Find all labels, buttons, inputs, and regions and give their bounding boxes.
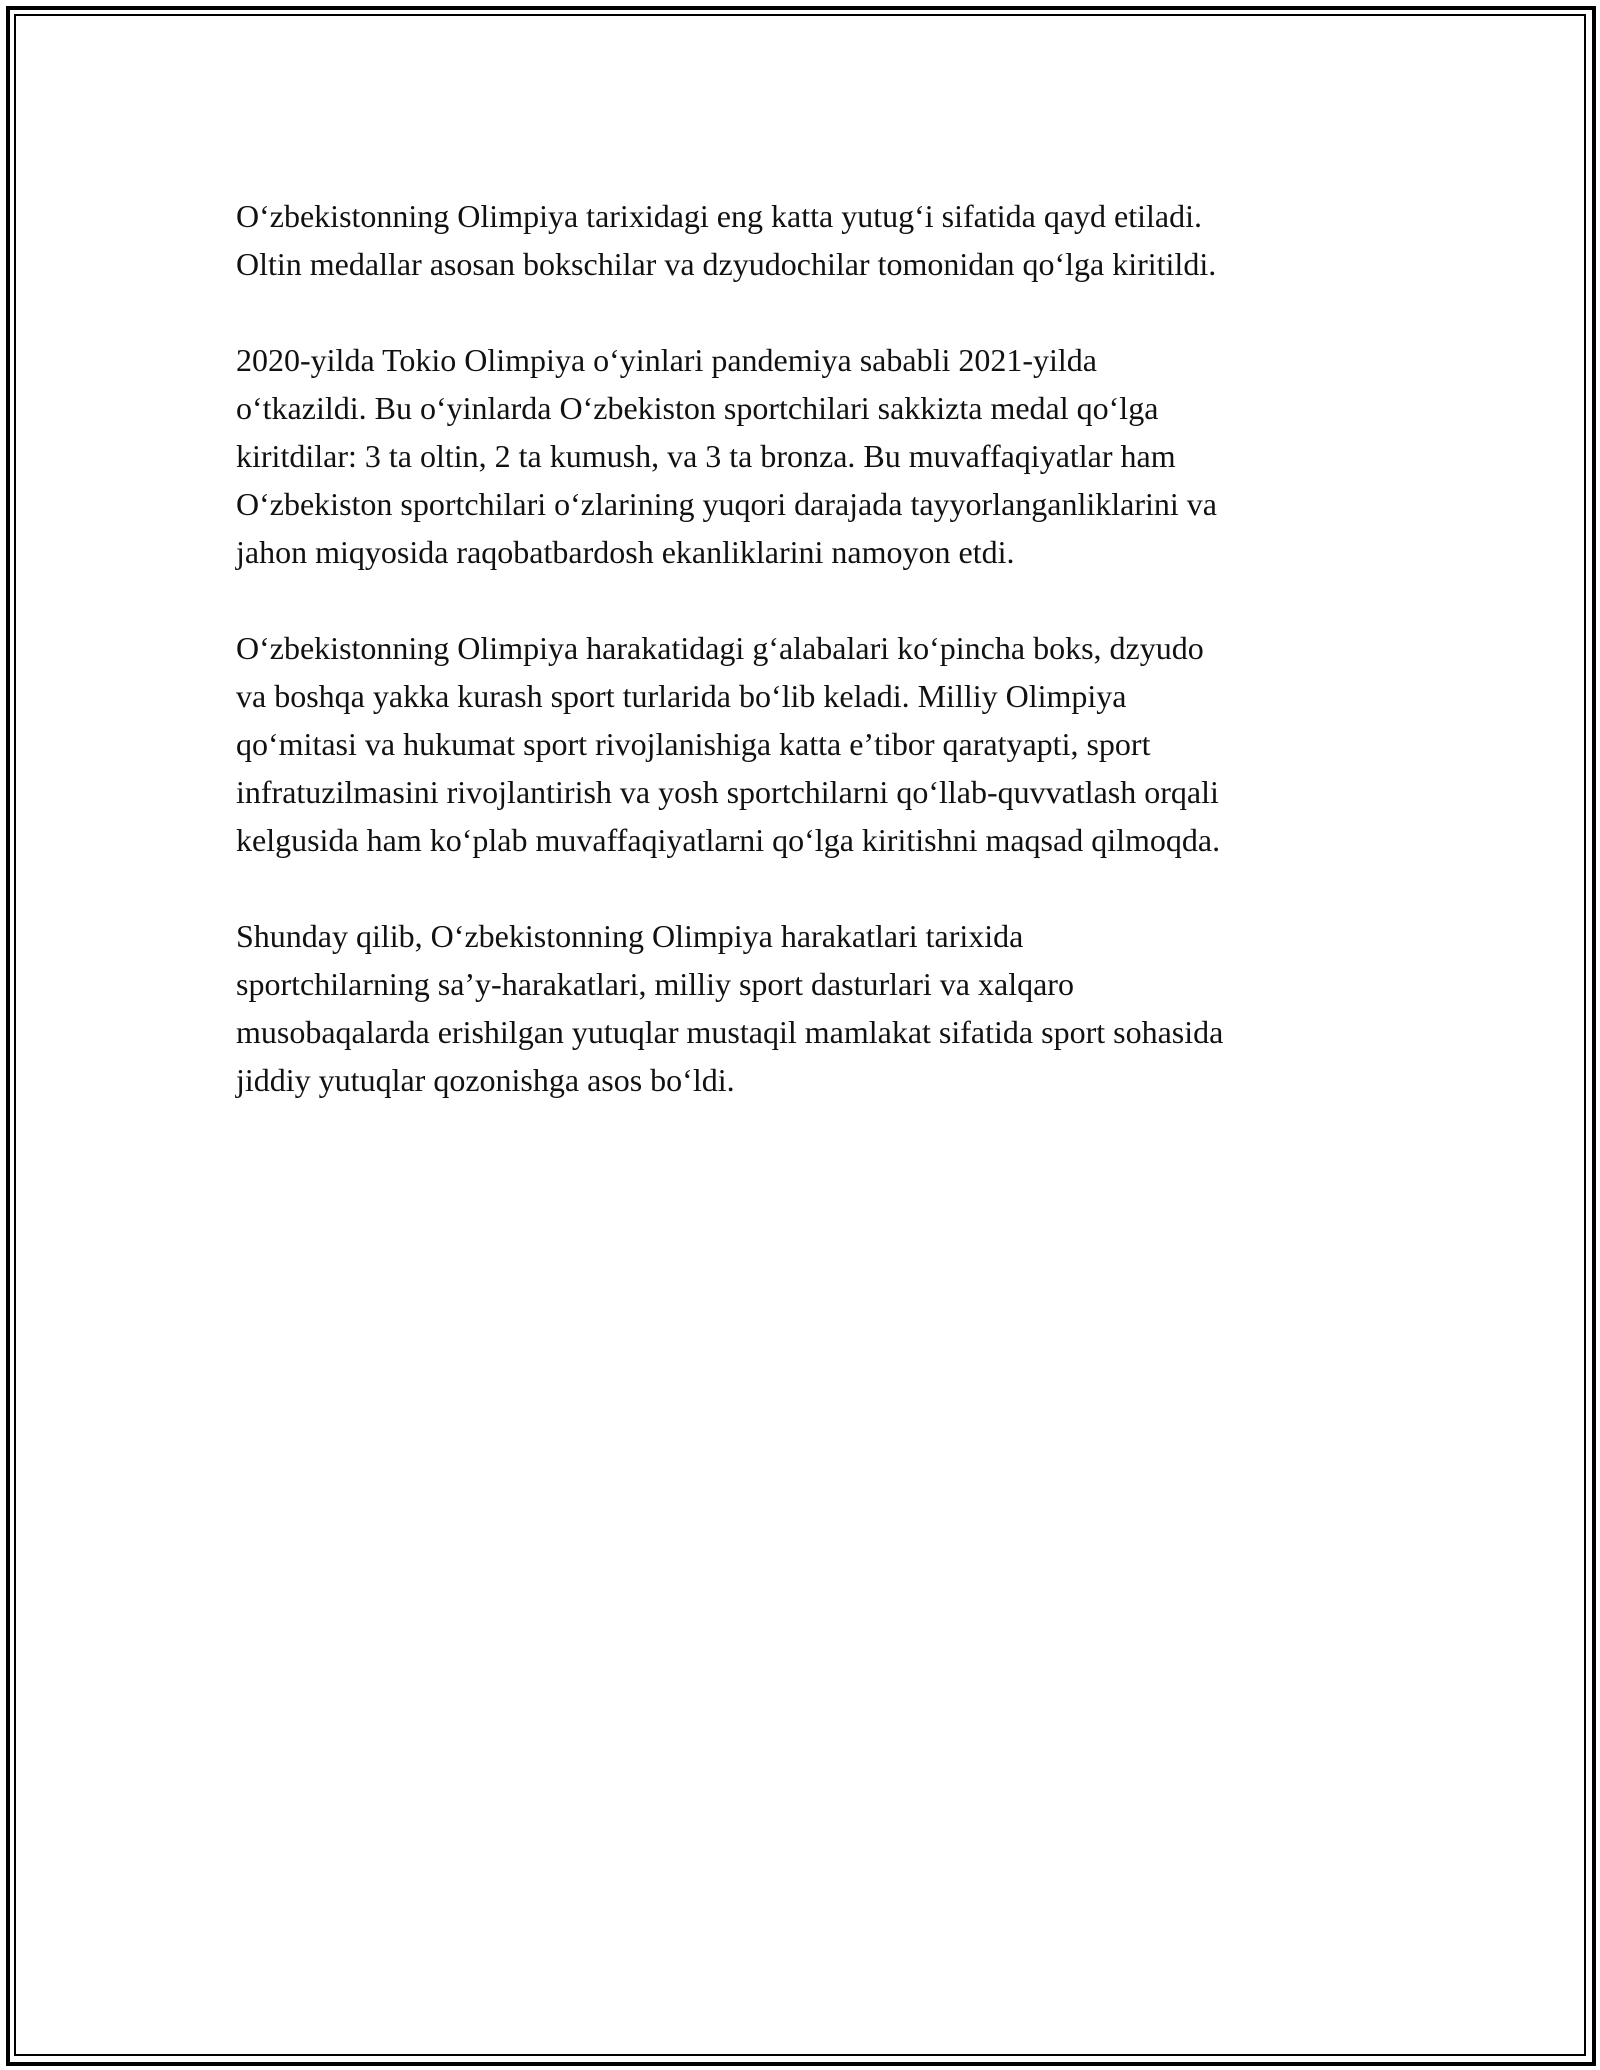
- paragraph-1: Oʻzbekistonning Olimpiya tarixidagi eng katta yutugʻi sifatida qayd etiladi. Oltin medallar asosan bokschilar va dzyudochilar tomonidan qoʻlga kiritildi.: [236, 198, 1217, 282]
- document-body: [236, 192, 1386, 1152]
- paragraph-3: Oʻzbekistonning Olimpiya harakatidagi gʻalabalari koʻpincha boks, dzyudo va boshqa yakka kurash sport turlarida boʻlib keladi. Milliy Olimpiya qoʻmitasi va hukumat sport rivojlanishiga katta eʼtibor qaratyapti, sport infratuzilmasini rivojlantirish va yosh sportchilarni qoʻllab-quvvatlash orqali kelgusida ham koʻplab muvaffaqiyatlarni qoʻlga kiritishni maqsad qilmoqda.: [236, 630, 1221, 858]
- paragraph-4: Shunday qilib, Oʻzbekistonning Olimpiya harakatlari tarixida sportchilarning saʼy-harakatlari, milliy sport dasturlari va xalqaro musobaqalarda erishilgan yutuqlar mustaqil mamlakat sifatida sport sohasida jiddiy yutuqlar qozonishga asos boʻldi.: [236, 918, 1224, 1098]
- paragraph-2: 2020-yilda Tokio Olimpiya oʻyinlari pandemiya sababli 2021-yilda oʻtkazildi. Bu oʻyinlarda Oʻzbekiston sportchilari sakkizta medal qoʻlga kiritdilar: 3 ta oltin, 2 ta kumush, va 3 ta bronza. Bu muvaffaqiyatlar ham Oʻzbekiston sportchilari oʻzlarining yuqori darajada tayyorlanganliklarini va jahon miqyosida raqobatbardosh ekanliklarini namoyon etdi.: [236, 342, 1217, 570]
